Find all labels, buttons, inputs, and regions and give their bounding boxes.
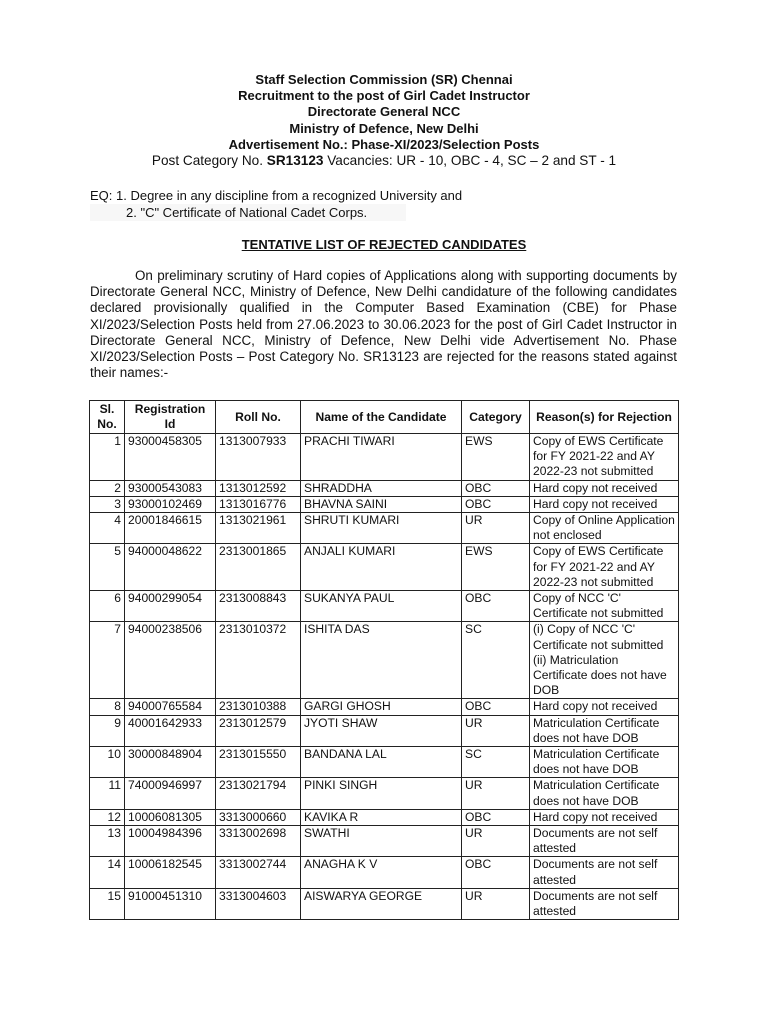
registration-id-cell: 40001642933 <box>125 715 216 746</box>
table-row <box>90 809 679 825</box>
roll-no-cell: 2313015550 <box>216 747 301 778</box>
roll-no-cell: 2313010388 <box>216 699 301 715</box>
category-cell: SC <box>462 622 530 699</box>
reason-cell: Hard copy not received <box>530 496 679 512</box>
category-cell: OBC <box>462 496 530 512</box>
registration-id-cell: 94000765584 <box>125 699 216 715</box>
registration-id-cell: 10006182545 <box>125 857 216 888</box>
category-cell: OBC <box>462 809 530 825</box>
registration-id-cell: 94000048622 <box>125 544 216 591</box>
col-candidate-name: Name of the Candidate <box>301 401 462 434</box>
category-cell: SC <box>462 747 530 778</box>
intro-text: On preliminary scrutiny of Hard copies of Applications along with supporting documents by Directorate General NCC, Ministry of Defence, New Delhi candidature of the following candidates declared provisionally qualified in the Computer Based Examination (CBE) for Phase XI/2023/Selection Posts held from 27.06.2023 to 30.06.2023 for the post of Girl Cadet Instructor in Directorate General NCC, Ministry of Defence, New Delhi vide Advertisement No. Phase XI/2023/Selection Posts – Post Category No. SR13123 are rejected for the reasons stated against their names:- <box>90 268 677 381</box>
sl-cell: 8 <box>90 699 125 715</box>
post-prefix: Post Category No. <box>151 153 267 169</box>
roll-no-cell: 1313016776 <box>216 496 301 512</box>
sl-cell: 11 <box>90 778 125 809</box>
col-roll-no: Roll No. <box>216 401 301 434</box>
category-cell: EWS <box>462 434 530 481</box>
category-cell: UR <box>462 778 530 809</box>
sl-cell: 7 <box>90 622 125 699</box>
roll-no-cell: 2313012579 <box>216 715 301 746</box>
candidate-name-cell: SWATHI <box>301 826 462 857</box>
category-cell: UR <box>462 513 530 544</box>
registration-id-cell: 10004984396 <box>125 826 216 857</box>
reason-cell: Hard copy not received <box>530 480 679 496</box>
sl-cell: 13 <box>90 826 125 857</box>
intro-paragraph <box>90 268 677 381</box>
reason-cell: Documents are not self attested <box>530 826 679 857</box>
sl-cell: 14 <box>90 857 125 888</box>
roll-no-cell: 3313000660 <box>216 809 301 825</box>
candidate-name-cell: BHAVNA SAINI <box>301 496 462 512</box>
reason-cell: Copy of Online Application not enclosed <box>530 513 679 544</box>
table-body <box>90 434 679 920</box>
roll-no-cell: 1313007933 <box>216 434 301 481</box>
reason-cell: Hard copy not received <box>530 809 679 825</box>
roll-no-cell: 2313008843 <box>216 591 301 622</box>
candidate-name-cell: ANJALI KUMARI <box>301 544 462 591</box>
candidate-name-cell: GARGI GHOSH <box>301 699 462 715</box>
sl-cell: 6 <box>90 591 125 622</box>
eq-line-1: EQ: 1. Degree in any discipline from a recognized University and <box>90 188 463 203</box>
category-cell: EWS <box>462 544 530 591</box>
reason-cell: Copy of EWS Certificate for FY 2021-22 and AY 2022-23 not submitted <box>530 544 679 591</box>
header-line-3: Directorate General NCC <box>307 104 461 120</box>
registration-id-cell: 93000458305 <box>125 434 216 481</box>
header-line-1: Staff Selection Commission (SR) Chennai <box>255 72 513 87</box>
roll-no-cell: 3313002698 <box>216 826 301 857</box>
sl-cell: 12 <box>90 809 125 825</box>
candidate-name-cell: AISWARYA GEORGE <box>301 888 462 919</box>
table-row <box>90 544 679 591</box>
reason-cell: Copy of EWS Certificate for FY 2021-22 and AY 2022-23 not submitted <box>530 434 679 481</box>
reason-cell: Copy of NCC 'C' Certificate not submitted <box>530 591 679 622</box>
table-row <box>90 622 679 699</box>
col-reason: Reason(s) for Rejection <box>530 401 679 434</box>
category-cell: OBC <box>462 591 530 622</box>
sl-cell: 5 <box>90 544 125 591</box>
roll-no-cell: 1313021961 <box>216 513 301 544</box>
roll-no-cell: 2313010372 <box>216 622 301 699</box>
candidate-name-cell: PRACHI TIWARI <box>301 434 462 481</box>
registration-id-cell: 94000238506 <box>125 622 216 699</box>
registration-id-cell: 20001846615 <box>125 513 216 544</box>
candidate-name-cell: SHRADDHA <box>301 480 462 496</box>
reason-cell: Hard copy not received <box>530 699 679 715</box>
roll-no-cell: 3313004603 <box>216 888 301 919</box>
header-line-2: Recruitment to the post of Girl Cadet Instructor <box>238 88 530 104</box>
table-row <box>90 699 679 715</box>
sl-cell: 4 <box>90 513 125 544</box>
reason-cell: Matriculation Certificate does not have DOB <box>530 778 679 809</box>
reason-cell: Documents are not self attested <box>530 888 679 919</box>
list-title: TENTATIVE LIST OF REJECTED CANDIDATES <box>241 237 527 252</box>
category-cell: OBC <box>462 699 530 715</box>
rejected-candidates-table <box>89 400 679 920</box>
sl-cell: 9 <box>90 715 125 746</box>
registration-id-cell: 93000102469 <box>125 496 216 512</box>
header-line-5: Advertisement No.: Phase-XI/2023/Selection Posts <box>228 136 540 152</box>
candidate-name-cell: PINKI SINGH <box>301 778 462 809</box>
sl-cell: 3 <box>90 496 125 512</box>
eligibility-qualification <box>90 187 462 221</box>
candidate-name-cell: ISHITA DAS <box>301 622 462 699</box>
candidate-name-cell: SHRUTI KUMARI <box>301 513 462 544</box>
roll-no-cell: 2313001865 <box>216 544 301 591</box>
category-cell: UR <box>462 715 530 746</box>
reason-cell: Documents are not self attested <box>530 857 679 888</box>
table-row <box>90 888 679 919</box>
candidate-name-cell: BANDANA LAL <box>301 747 462 778</box>
col-sl-no: Sl. No. <box>90 401 125 434</box>
table-row <box>90 496 679 512</box>
table-header-row <box>90 401 679 434</box>
post-code: SR13123 <box>266 153 324 169</box>
col-registration-id: Registration Id <box>125 401 216 434</box>
table-row <box>90 747 679 778</box>
reason-cell: Matriculation Certificate does not have DOB <box>530 747 679 778</box>
eq-line-2: 2. "C" Certificate of National Cadet Corps. <box>90 204 406 221</box>
sl-cell: 10 <box>90 747 125 778</box>
candidate-name-cell: KAVIKA R <box>301 809 462 825</box>
table-row <box>90 591 679 622</box>
table-row <box>90 513 679 544</box>
col-category: Category <box>462 401 530 434</box>
reason-cell: (i) Copy of NCC 'C' Certificate not submitted (ii) Matriculation Certificate does not have DOB <box>530 622 679 699</box>
candidate-name-cell: ANAGHA K V <box>301 857 462 888</box>
sl-cell: 15 <box>90 888 125 919</box>
registration-id-cell: 30000848904 <box>125 747 216 778</box>
registration-id-cell: 74000946997 <box>125 778 216 809</box>
category-cell: UR <box>462 826 530 857</box>
post-vacancies: Vacancies: UR - 10, OBC - 4, SC – 2 and ST - 1 <box>323 153 617 169</box>
table-row <box>90 826 679 857</box>
candidate-name-cell: JYOTI SHAW <box>301 715 462 746</box>
post-category-line <box>0 153 768 169</box>
candidate-name-cell: SUKANYA PAUL <box>301 591 462 622</box>
registration-id-cell: 91000451310 <box>125 888 216 919</box>
table-row <box>90 715 679 746</box>
registration-id-cell: 93000543083 <box>125 480 216 496</box>
table-row <box>90 480 679 496</box>
roll-no-cell: 1313012592 <box>216 480 301 496</box>
header-line-4: Ministry of Defence, New Delhi <box>289 120 479 136</box>
roll-no-cell: 2313021794 <box>216 778 301 809</box>
roll-no-cell: 3313002744 <box>216 857 301 888</box>
registration-id-cell: 10006081305 <box>125 809 216 825</box>
registration-id-cell: 94000299054 <box>125 591 216 622</box>
sl-cell: 1 <box>90 434 125 481</box>
reason-cell: Matriculation Certificate does not have DOB <box>530 715 679 746</box>
document-header <box>0 72 768 169</box>
category-cell: OBC <box>462 480 530 496</box>
table-row <box>90 857 679 888</box>
category-cell: UR <box>462 888 530 919</box>
sl-cell: 2 <box>90 480 125 496</box>
category-cell: OBC <box>462 857 530 888</box>
table-row <box>90 778 679 809</box>
table-row <box>90 434 679 481</box>
